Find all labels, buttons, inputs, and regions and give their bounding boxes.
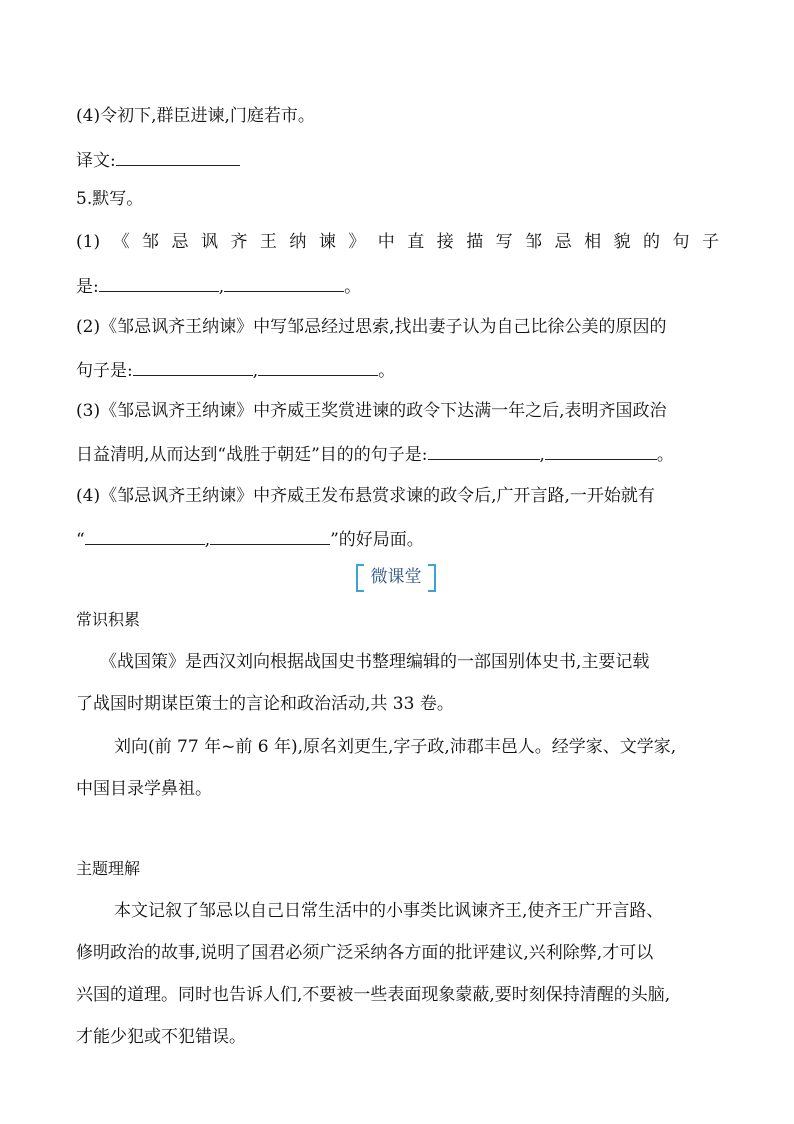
q5-1-char: 齐 (230, 232, 248, 252)
q5-heading: 5.默写。 (76, 189, 144, 209)
q5-1-end: 。 (344, 277, 362, 297)
q5-1-char: 中 (377, 232, 395, 252)
q5-4-open-quote: “ (76, 530, 85, 550)
q5-3-line1: (3)《邹忌讽齐王纳谏》中齐威王奖赏进谏的政令下达满一年之后,表明齐国政治 (76, 401, 667, 421)
q4-sentence: (4)令初下,群臣进谏,门庭若市。 (76, 106, 315, 126)
q5-3-blank-b[interactable] (545, 441, 657, 460)
q5-1-char: 貌 (613, 232, 631, 252)
q5-2-line1: (2)《邹忌讽齐王纳谏》中写邹忌经过思索,找出妻子认为自己比徐公美的原因的 (76, 317, 667, 337)
knowledge-p1-line2: 了战国时期谋臣策士的言论和政治活动,共 33 卷。 (76, 694, 454, 714)
q5-2-line2 (76, 357, 395, 383)
q5-1-char: 的 (643, 232, 660, 252)
theme-line4: 才能少犯或不犯错误。 (76, 1027, 246, 1047)
q5-1-char: 邹 (525, 232, 543, 252)
q5-4-sep: , (204, 530, 211, 550)
q5-1-char: 忌 (171, 232, 189, 252)
q5-1-char: 讽 (200, 232, 218, 252)
q5-4-blank-a[interactable] (85, 526, 205, 545)
q5-1-char: 相 (584, 232, 602, 252)
micro-class-banner (356, 564, 436, 590)
knowledge-p1-line1: 《战国策》是西汉刘向根据战国史书整理编辑的一部国别体史书,主要记载 (100, 652, 650, 672)
knowledge-p2-line2: 中国目录学鼻祖。 (76, 779, 212, 799)
knowledge-title: 常识积累 (76, 610, 141, 629)
banner-right-bracket (428, 564, 436, 592)
q5-3-end: 。 (656, 445, 674, 465)
q5-4-line2 (76, 526, 424, 552)
q4-translation-label: 译文: (76, 151, 116, 171)
q5-4-blank-b[interactable] (210, 526, 330, 545)
q5-1-sep: , (218, 277, 225, 297)
q5-1-blank-a[interactable] (99, 273, 219, 292)
q5-1-blank-b[interactable] (224, 273, 344, 292)
q5-4-end: ”的好局面。 (330, 530, 424, 550)
q5-1-char: 谏 (318, 232, 336, 252)
q5-1-char: 邹 (142, 232, 160, 252)
q5-1-char: 写 (495, 232, 513, 252)
q5-1-char: 《 (112, 232, 130, 252)
q5-3-blank-a[interactable] (428, 441, 540, 460)
q5-1-char: 接 (436, 232, 454, 252)
q5-3-sep: , (539, 445, 545, 465)
q5-3-line2 (76, 441, 674, 467)
q5-2-blank-b[interactable] (258, 357, 378, 376)
q5-1-char: 句 (672, 232, 690, 252)
q5-1-char: 王 (259, 232, 277, 252)
q5-1-char: 子 (701, 232, 719, 252)
q5-2-blank-a[interactable] (133, 357, 253, 376)
q5-1-char: 描 (466, 232, 484, 252)
q5-2-prefix: 句子是: (76, 361, 133, 381)
q5-3-prefix: 日益清明,从而达到“战胜于朝廷”目的的句子是: (76, 445, 428, 465)
q5-1-char: (1) (76, 232, 101, 252)
q5-1-char: 忌 (554, 232, 572, 252)
q5-1-prefix: 是: (76, 277, 99, 297)
q5-2-sep: , (252, 361, 259, 381)
q5-4-line1: (4)《邹忌讽齐王纳谏》中齐威王发布悬赏求谏的政令后,广开言路,一开始就有 (76, 486, 655, 506)
theme-line2: 修明政治的故事,说明了国君必须广泛采纳各方面的批评建议,兴利除弊,才可以 (76, 943, 654, 963)
q4-translation-blank[interactable] (116, 147, 240, 166)
theme-line1: 本文记叙了邹忌以自己日常生活中的小事类比讽谏齐王,使齐王广开言路、 (114, 901, 664, 921)
q5-1-char: 直 (407, 232, 425, 252)
q5-1-line1 (76, 230, 719, 254)
q5-1-char: 》 (348, 232, 366, 252)
theme-title: 主题理解 (76, 859, 141, 878)
q5-1-line2 (76, 273, 361, 299)
banner-left-bracket (356, 564, 364, 592)
theme-line3: 兴国的道理。同时也告诉人们,不要被一些表面现象蒙蔽,要时刻保持清醒的头脑, (76, 985, 671, 1005)
knowledge-p2-line1: 刘向(前 77 年~前 6 年),原名刘更生,字子政,沛郡丰邑人。经学家、文学家, (114, 737, 677, 757)
q5-2-end: 。 (378, 361, 396, 381)
banner-label: 微课堂 (370, 567, 422, 587)
q5-1-char: 纳 (289, 232, 307, 252)
q4-translation-row (76, 147, 240, 173)
